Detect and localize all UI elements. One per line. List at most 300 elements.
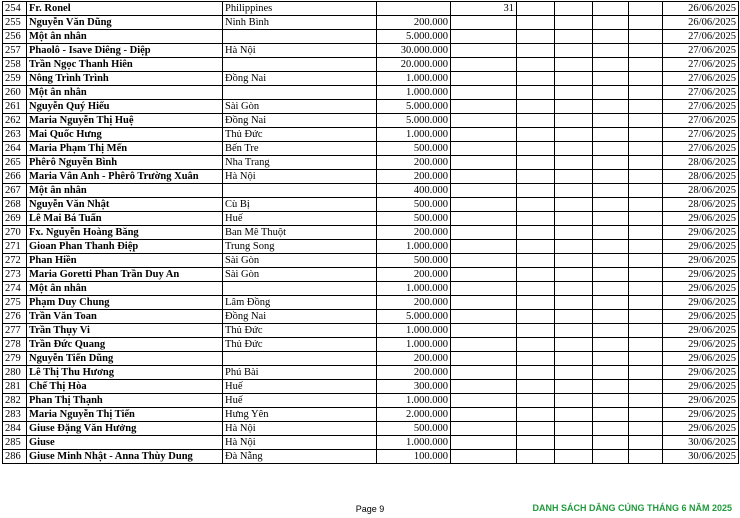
- empty-cell: [593, 16, 629, 30]
- empty-cell: [555, 254, 593, 268]
- amount-usd-cell: [451, 142, 517, 156]
- amount-usd-cell: [451, 408, 517, 422]
- location-cell: Hà Nội: [223, 436, 377, 450]
- date-cell: 30/06/2025: [663, 450, 739, 464]
- empty-cell: [517, 212, 555, 226]
- empty-cell: [593, 450, 629, 464]
- empty-cell: [629, 436, 663, 450]
- empty-cell: [629, 30, 663, 44]
- row-number-cell: 275: [3, 296, 27, 310]
- donor-name-cell: Phan Hiền: [27, 254, 223, 268]
- table-row: [3, 436, 739, 450]
- amount-vnd-cell: 200.000: [377, 170, 451, 184]
- amount-usd-cell: [451, 366, 517, 380]
- date-cell: 30/06/2025: [663, 436, 739, 450]
- amount-vnd-cell: 5.000.000: [377, 114, 451, 128]
- donor-name-cell: Gioan Phan Thanh Điệp: [27, 240, 223, 254]
- amount-usd-cell: [451, 198, 517, 212]
- row-number-cell: 278: [3, 338, 27, 352]
- date-cell: 27/06/2025: [663, 128, 739, 142]
- empty-cell: [555, 212, 593, 226]
- donor-name-cell: Trần Đức Quang: [27, 338, 223, 352]
- date-cell: 28/06/2025: [663, 198, 739, 212]
- empty-cell: [629, 2, 663, 16]
- empty-cell: [517, 30, 555, 44]
- empty-cell: [555, 436, 593, 450]
- amount-usd-cell: [451, 114, 517, 128]
- empty-cell: [629, 44, 663, 58]
- location-cell: Nha Trang: [223, 156, 377, 170]
- empty-cell: [629, 394, 663, 408]
- empty-cell: [593, 170, 629, 184]
- amount-usd-cell: [451, 394, 517, 408]
- donor-name-cell: Nông Trình Trình: [27, 72, 223, 86]
- date-cell: 29/06/2025: [663, 212, 739, 226]
- table-row: [3, 30, 739, 44]
- empty-cell: [517, 198, 555, 212]
- empty-cell: [593, 380, 629, 394]
- donor-name-cell: Giuse: [27, 436, 223, 450]
- donor-name-cell: Trần Ngọc Thanh Hiên: [27, 58, 223, 72]
- empty-cell: [555, 310, 593, 324]
- empty-cell: [629, 380, 663, 394]
- empty-cell: [593, 184, 629, 198]
- date-cell: 27/06/2025: [663, 114, 739, 128]
- empty-cell: [555, 240, 593, 254]
- table-row: [3, 184, 739, 198]
- empty-cell: [517, 2, 555, 16]
- empty-cell: [629, 450, 663, 464]
- amount-usd-cell: 31: [451, 2, 517, 16]
- empty-cell: [593, 408, 629, 422]
- empty-cell: [517, 44, 555, 58]
- table-row: [3, 100, 739, 114]
- row-number-cell: 265: [3, 156, 27, 170]
- empty-cell: [593, 324, 629, 338]
- empty-cell: [593, 352, 629, 366]
- table-row: [3, 268, 739, 282]
- amount-usd-cell: [451, 184, 517, 198]
- row-number-cell: 282: [3, 394, 27, 408]
- empty-cell: [517, 352, 555, 366]
- row-number-cell: 266: [3, 170, 27, 184]
- date-cell: 29/06/2025: [663, 226, 739, 240]
- empty-cell: [555, 156, 593, 170]
- row-number-cell: 277: [3, 324, 27, 338]
- row-number-cell: 257: [3, 44, 27, 58]
- row-number-cell: 267: [3, 184, 27, 198]
- amount-vnd-cell: 1.000.000: [377, 394, 451, 408]
- empty-cell: [555, 324, 593, 338]
- location-cell: Đồng Nai: [223, 114, 377, 128]
- empty-cell: [517, 16, 555, 30]
- location-cell: Ninh Bình: [223, 16, 377, 30]
- empty-cell: [629, 422, 663, 436]
- empty-cell: [629, 268, 663, 282]
- amount-usd-cell: [451, 30, 517, 44]
- amount-vnd-cell: 1.000.000: [377, 436, 451, 450]
- empty-cell: [629, 198, 663, 212]
- empty-cell: [517, 156, 555, 170]
- table-row: [3, 156, 739, 170]
- row-number-cell: 254: [3, 2, 27, 16]
- empty-cell: [593, 114, 629, 128]
- amount-vnd-cell: 1.000.000: [377, 282, 451, 296]
- empty-cell: [517, 282, 555, 296]
- amount-vnd-cell: 5.000.000: [377, 100, 451, 114]
- table-row: [3, 254, 739, 268]
- location-cell: Phú Bài: [223, 366, 377, 380]
- donor-name-cell: Maria Goretti Phan Trần Duy An: [27, 268, 223, 282]
- empty-cell: [517, 338, 555, 352]
- donor-name-cell: Phêrô Nguyễn Bình: [27, 156, 223, 170]
- table-row: [3, 282, 739, 296]
- amount-vnd-cell: 1.000.000: [377, 338, 451, 352]
- donor-name-cell: Mai Quốc Hưng: [27, 128, 223, 142]
- donor-name-cell: Một ân nhân: [27, 86, 223, 100]
- table-row: [3, 408, 739, 422]
- empty-cell: [555, 338, 593, 352]
- empty-cell: [517, 58, 555, 72]
- empty-cell: [517, 72, 555, 86]
- row-number-cell: 269: [3, 212, 27, 226]
- empty-cell: [593, 100, 629, 114]
- date-cell: 27/06/2025: [663, 142, 739, 156]
- donor-name-cell: Phaolô - Isave Diêng - Diệp: [27, 44, 223, 58]
- empty-cell: [593, 2, 629, 16]
- location-cell: Hà Nội: [223, 422, 377, 436]
- empty-cell: [593, 282, 629, 296]
- row-number-cell: 284: [3, 422, 27, 436]
- amount-usd-cell: [451, 352, 517, 366]
- amount-vnd-cell: 200.000: [377, 156, 451, 170]
- location-cell: Đồng Nai: [223, 72, 377, 86]
- donor-name-cell: Lê Mai Bá Tuấn: [27, 212, 223, 226]
- table-row: [3, 240, 739, 254]
- empty-cell: [629, 226, 663, 240]
- amount-vnd-cell: [377, 2, 451, 16]
- amount-vnd-cell: 1.000.000: [377, 240, 451, 254]
- empty-cell: [517, 268, 555, 282]
- amount-vnd-cell: 30.000.000: [377, 44, 451, 58]
- date-cell: 29/06/2025: [663, 338, 739, 352]
- location-cell: [223, 58, 377, 72]
- location-cell: [223, 282, 377, 296]
- empty-cell: [555, 58, 593, 72]
- empty-cell: [629, 86, 663, 100]
- empty-cell: [593, 198, 629, 212]
- date-cell: 29/06/2025: [663, 352, 739, 366]
- table-row: [3, 394, 739, 408]
- empty-cell: [593, 156, 629, 170]
- empty-cell: [555, 296, 593, 310]
- amount-vnd-cell: 500.000: [377, 212, 451, 226]
- empty-cell: [517, 380, 555, 394]
- donor-name-cell: Trần Văn Toan: [27, 310, 223, 324]
- row-number-cell: 261: [3, 100, 27, 114]
- empty-cell: [555, 30, 593, 44]
- row-number-cell: 262: [3, 114, 27, 128]
- donor-name-cell: Một ân nhân: [27, 184, 223, 198]
- row-number-cell: 270: [3, 226, 27, 240]
- row-number-cell: 264: [3, 142, 27, 156]
- amount-usd-cell: [451, 282, 517, 296]
- table-row: [3, 338, 739, 352]
- date-cell: 28/06/2025: [663, 156, 739, 170]
- location-cell: Ban Mê Thuột: [223, 226, 377, 240]
- empty-cell: [517, 310, 555, 324]
- date-cell: 26/06/2025: [663, 2, 739, 16]
- location-cell: Bến Tre: [223, 142, 377, 156]
- row-number-cell: 286: [3, 450, 27, 464]
- empty-cell: [555, 16, 593, 30]
- table-row: [3, 58, 739, 72]
- amount-vnd-cell: 200.000: [377, 296, 451, 310]
- empty-cell: [593, 394, 629, 408]
- row-number-cell: 263: [3, 128, 27, 142]
- empty-cell: [555, 380, 593, 394]
- empty-cell: [593, 338, 629, 352]
- donor-name-cell: Chế Thị Hòa: [27, 380, 223, 394]
- empty-cell: [593, 436, 629, 450]
- empty-cell: [555, 408, 593, 422]
- amount-usd-cell: [451, 254, 517, 268]
- location-cell: Hà Nội: [223, 44, 377, 58]
- table-row: [3, 226, 739, 240]
- location-cell: Huế: [223, 380, 377, 394]
- empty-cell: [517, 422, 555, 436]
- amount-vnd-cell: 200.000: [377, 16, 451, 30]
- amount-vnd-cell: 5.000.000: [377, 310, 451, 324]
- empty-cell: [555, 422, 593, 436]
- date-cell: 28/06/2025: [663, 170, 739, 184]
- empty-cell: [629, 142, 663, 156]
- empty-cell: [593, 58, 629, 72]
- amount-usd-cell: [451, 212, 517, 226]
- empty-cell: [629, 310, 663, 324]
- empty-cell: [555, 268, 593, 282]
- empty-cell: [555, 100, 593, 114]
- row-number-cell: 279: [3, 352, 27, 366]
- row-number-cell: 259: [3, 72, 27, 86]
- empty-cell: [555, 282, 593, 296]
- amount-vnd-cell: 500.000: [377, 422, 451, 436]
- table-row: [3, 352, 739, 366]
- date-cell: 29/06/2025: [663, 422, 739, 436]
- date-cell: 27/06/2025: [663, 44, 739, 58]
- amount-vnd-cell: 200.000: [377, 268, 451, 282]
- empty-cell: [517, 450, 555, 464]
- amount-vnd-cell: 200.000: [377, 366, 451, 380]
- location-cell: Huế: [223, 394, 377, 408]
- location-cell: Sài Gòn: [223, 100, 377, 114]
- empty-cell: [517, 128, 555, 142]
- empty-cell: [629, 324, 663, 338]
- amount-vnd-cell: 400.000: [377, 184, 451, 198]
- empty-cell: [593, 72, 629, 86]
- table-row: [3, 2, 739, 16]
- table-row: [3, 450, 739, 464]
- empty-cell: [593, 296, 629, 310]
- amount-usd-cell: [451, 16, 517, 30]
- empty-cell: [555, 86, 593, 100]
- empty-cell: [629, 170, 663, 184]
- row-number-cell: 256: [3, 30, 27, 44]
- amount-vnd-cell: 1.000.000: [377, 86, 451, 100]
- row-number-cell: 271: [3, 240, 27, 254]
- table-row: [3, 142, 739, 156]
- location-cell: [223, 30, 377, 44]
- table-row: [3, 212, 739, 226]
- donor-name-cell: Maria Vân Anh - Phêrô Trường Xuân: [27, 170, 223, 184]
- location-cell: Thủ Đức: [223, 324, 377, 338]
- table-row: [3, 44, 739, 58]
- empty-cell: [593, 422, 629, 436]
- amount-usd-cell: [451, 100, 517, 114]
- amount-usd-cell: [451, 86, 517, 100]
- amount-vnd-cell: 200.000: [377, 226, 451, 240]
- empty-cell: [593, 240, 629, 254]
- date-cell: 29/06/2025: [663, 394, 739, 408]
- date-cell: 29/06/2025: [663, 254, 739, 268]
- amount-usd-cell: [451, 422, 517, 436]
- donor-name-cell: Fr. Ronel: [27, 2, 223, 16]
- empty-cell: [555, 2, 593, 16]
- donor-name-cell: Một ân nhân: [27, 282, 223, 296]
- empty-cell: [629, 366, 663, 380]
- amount-usd-cell: [451, 72, 517, 86]
- row-number-cell: 258: [3, 58, 27, 72]
- empty-cell: [629, 212, 663, 226]
- empty-cell: [517, 86, 555, 100]
- date-cell: 27/06/2025: [663, 100, 739, 114]
- empty-cell: [593, 142, 629, 156]
- empty-cell: [555, 142, 593, 156]
- table-row: [3, 72, 739, 86]
- table-row: [3, 198, 739, 212]
- donor-name-cell: Maria Nguyễn Thị Tiến: [27, 408, 223, 422]
- empty-cell: [593, 30, 629, 44]
- empty-cell: [517, 324, 555, 338]
- page-number: Page 9: [355, 504, 385, 514]
- amount-usd-cell: [451, 338, 517, 352]
- amount-usd-cell: [451, 310, 517, 324]
- date-cell: 29/06/2025: [663, 240, 739, 254]
- empty-cell: [555, 198, 593, 212]
- empty-cell: [517, 436, 555, 450]
- donor-name-cell: Giuse Minh Nhật - Anna Thùy Dung: [27, 450, 223, 464]
- amount-vnd-cell: 500.000: [377, 254, 451, 268]
- empty-cell: [593, 254, 629, 268]
- empty-cell: [629, 156, 663, 170]
- amount-usd-cell: [451, 170, 517, 184]
- document-title: DANH SÁCH DÂNG CÚNG THÁNG 6 NĂM 2025: [532, 503, 732, 513]
- amount-usd-cell: [451, 58, 517, 72]
- row-number-cell: 255: [3, 16, 27, 30]
- date-cell: 29/06/2025: [663, 408, 739, 422]
- amount-usd-cell: [451, 128, 517, 142]
- donor-name-cell: Maria Nguyễn Thị Huệ: [27, 114, 223, 128]
- date-cell: 27/06/2025: [663, 30, 739, 44]
- location-cell: Lâm Đồng: [223, 296, 377, 310]
- table-row: [3, 86, 739, 100]
- empty-cell: [629, 114, 663, 128]
- date-cell: 29/06/2025: [663, 366, 739, 380]
- location-cell: Sài Gòn: [223, 254, 377, 268]
- donor-name-cell: Fx. Nguyễn Hoàng Băng: [27, 226, 223, 240]
- empty-cell: [629, 16, 663, 30]
- table-row: [3, 422, 739, 436]
- empty-cell: [629, 58, 663, 72]
- empty-cell: [593, 128, 629, 142]
- location-cell: Sài Gòn: [223, 268, 377, 282]
- amount-vnd-cell: 300.000: [377, 380, 451, 394]
- date-cell: 29/06/2025: [663, 380, 739, 394]
- empty-cell: [555, 44, 593, 58]
- date-cell: 29/06/2025: [663, 296, 739, 310]
- row-number-cell: 274: [3, 282, 27, 296]
- table-body: [3, 2, 739, 464]
- table-row: [3, 324, 739, 338]
- empty-cell: [555, 184, 593, 198]
- donor-name-cell: Giuse Đặng Văn Hưởng: [27, 422, 223, 436]
- table-row: [3, 170, 739, 184]
- table-row: [3, 114, 739, 128]
- date-cell: 26/06/2025: [663, 16, 739, 30]
- empty-cell: [555, 226, 593, 240]
- location-cell: Hưng Yên: [223, 408, 377, 422]
- date-cell: 29/06/2025: [663, 324, 739, 338]
- empty-cell: [517, 114, 555, 128]
- table-row: [3, 310, 739, 324]
- empty-cell: [517, 296, 555, 310]
- empty-cell: [629, 282, 663, 296]
- row-number-cell: 280: [3, 366, 27, 380]
- empty-cell: [555, 114, 593, 128]
- row-number-cell: 260: [3, 86, 27, 100]
- empty-cell: [593, 44, 629, 58]
- empty-cell: [517, 240, 555, 254]
- location-cell: Trung Song: [223, 240, 377, 254]
- row-number-cell: 268: [3, 198, 27, 212]
- donation-table: [2, 1, 739, 464]
- empty-cell: [593, 366, 629, 380]
- donor-name-cell: Một ân nhân: [27, 30, 223, 44]
- donor-name-cell: Trần Thụy Vi: [27, 324, 223, 338]
- empty-cell: [555, 128, 593, 142]
- empty-cell: [593, 86, 629, 100]
- empty-cell: [517, 394, 555, 408]
- amount-usd-cell: [451, 380, 517, 394]
- location-cell: Đà Nẵng: [223, 450, 377, 464]
- empty-cell: [629, 352, 663, 366]
- date-cell: 29/06/2025: [663, 310, 739, 324]
- empty-cell: [629, 184, 663, 198]
- amount-vnd-cell: 100.000: [377, 450, 451, 464]
- empty-cell: [629, 72, 663, 86]
- location-cell: Thủ Đức: [223, 338, 377, 352]
- donor-name-cell: Maria Phạm Thị Mến: [27, 142, 223, 156]
- amount-vnd-cell: 1.000.000: [377, 72, 451, 86]
- amount-usd-cell: [451, 436, 517, 450]
- empty-cell: [555, 450, 593, 464]
- empty-cell: [593, 310, 629, 324]
- amount-vnd-cell: 1.000.000: [377, 128, 451, 142]
- amount-vnd-cell: 1.000.000: [377, 324, 451, 338]
- date-cell: 28/06/2025: [663, 184, 739, 198]
- row-number-cell: 276: [3, 310, 27, 324]
- date-cell: 29/06/2025: [663, 268, 739, 282]
